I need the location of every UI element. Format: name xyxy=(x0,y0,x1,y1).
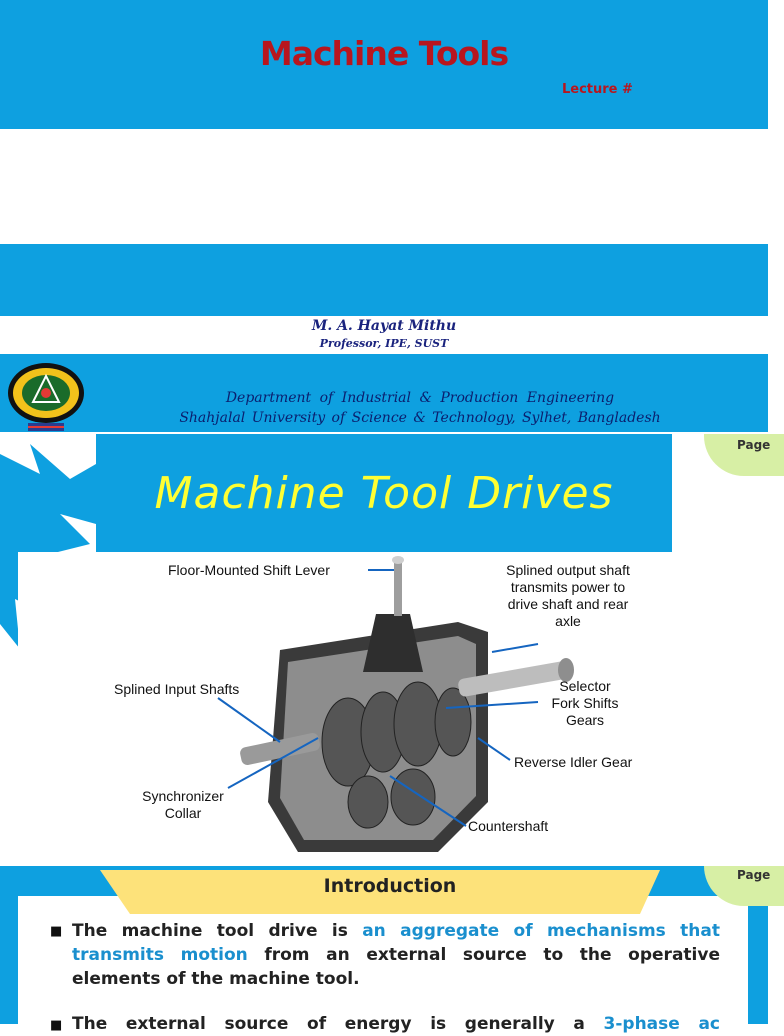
middle-band xyxy=(0,244,768,316)
label-input-shafts: Splined Input Shafts xyxy=(114,681,240,697)
university-line: Shahjalal University of Science & Technology, Sylhet, Bangladesh xyxy=(179,410,661,426)
label-shift-lever: Floor-Mounted Shift Lever xyxy=(168,562,330,578)
department-line: Department of Industrial & Production Engineering xyxy=(225,390,615,406)
bullet2-highlight: 3-phase ac xyxy=(603,1014,720,1034)
label-output-shaft-line1: Splined output shaft xyxy=(506,562,630,578)
author-name: M. A. Hayat Mithu xyxy=(311,318,457,334)
label-selector-line2: Fork Shifts xyxy=(551,695,619,711)
title-box xyxy=(96,442,672,552)
label-output-shaft-line4: axle xyxy=(555,613,581,629)
label-output-shaft-line2: transmits power to xyxy=(510,579,626,595)
label-countershaft: Countershaft xyxy=(468,818,549,834)
label-selector xyxy=(540,678,630,729)
bullet1-line3: elements of the machine tool. xyxy=(72,969,360,989)
label-synchronizer xyxy=(128,788,238,822)
slide-title: Machine Tools xyxy=(259,34,509,73)
bullet2-text: The external source of energy is generally a xyxy=(72,1014,604,1034)
bullet-icon: ■ xyxy=(50,924,63,939)
drives-title: Machine Tool Drives xyxy=(154,468,614,519)
label-idler-gear: Reverse Idler Gear xyxy=(514,754,633,770)
bullet1-text-a: The machine tool drive is xyxy=(72,921,363,941)
gearbox-diagram xyxy=(18,552,748,864)
bullet1-line2 xyxy=(72,943,720,967)
bullet2-line1 xyxy=(72,1012,720,1036)
lecture-number: Lecture # xyxy=(562,82,633,97)
page-tab-label: Page xyxy=(737,868,771,882)
label-selector-line1: Selector xyxy=(559,678,611,694)
bullet1-text-b: from an external source to the operative xyxy=(247,945,720,965)
bullet1-highlight-a: an aggregate of mechanisms that xyxy=(362,921,720,941)
page-tab-label: Page xyxy=(737,438,771,452)
introduction-heading: Introduction xyxy=(323,875,457,897)
bullet1-highlight-b: transmits motion xyxy=(72,945,248,965)
label-synchronizer-line2: Collar xyxy=(164,805,202,821)
introduction-slide xyxy=(0,866,771,1034)
bullet-icon: ■ xyxy=(50,1018,63,1033)
label-selector-line3: Gears xyxy=(565,712,605,728)
label-output-shaft-line3: drive shaft and rear xyxy=(507,596,629,612)
author-role: Professor, IPE, SUST xyxy=(319,337,449,350)
bullet1-line1 xyxy=(72,919,720,943)
title-slide xyxy=(0,0,768,432)
university-logo-icon xyxy=(4,360,88,432)
label-synchronizer-line1: Synchronizer xyxy=(142,788,224,804)
label-output-shaft xyxy=(488,562,648,630)
drives-slide xyxy=(0,434,771,864)
